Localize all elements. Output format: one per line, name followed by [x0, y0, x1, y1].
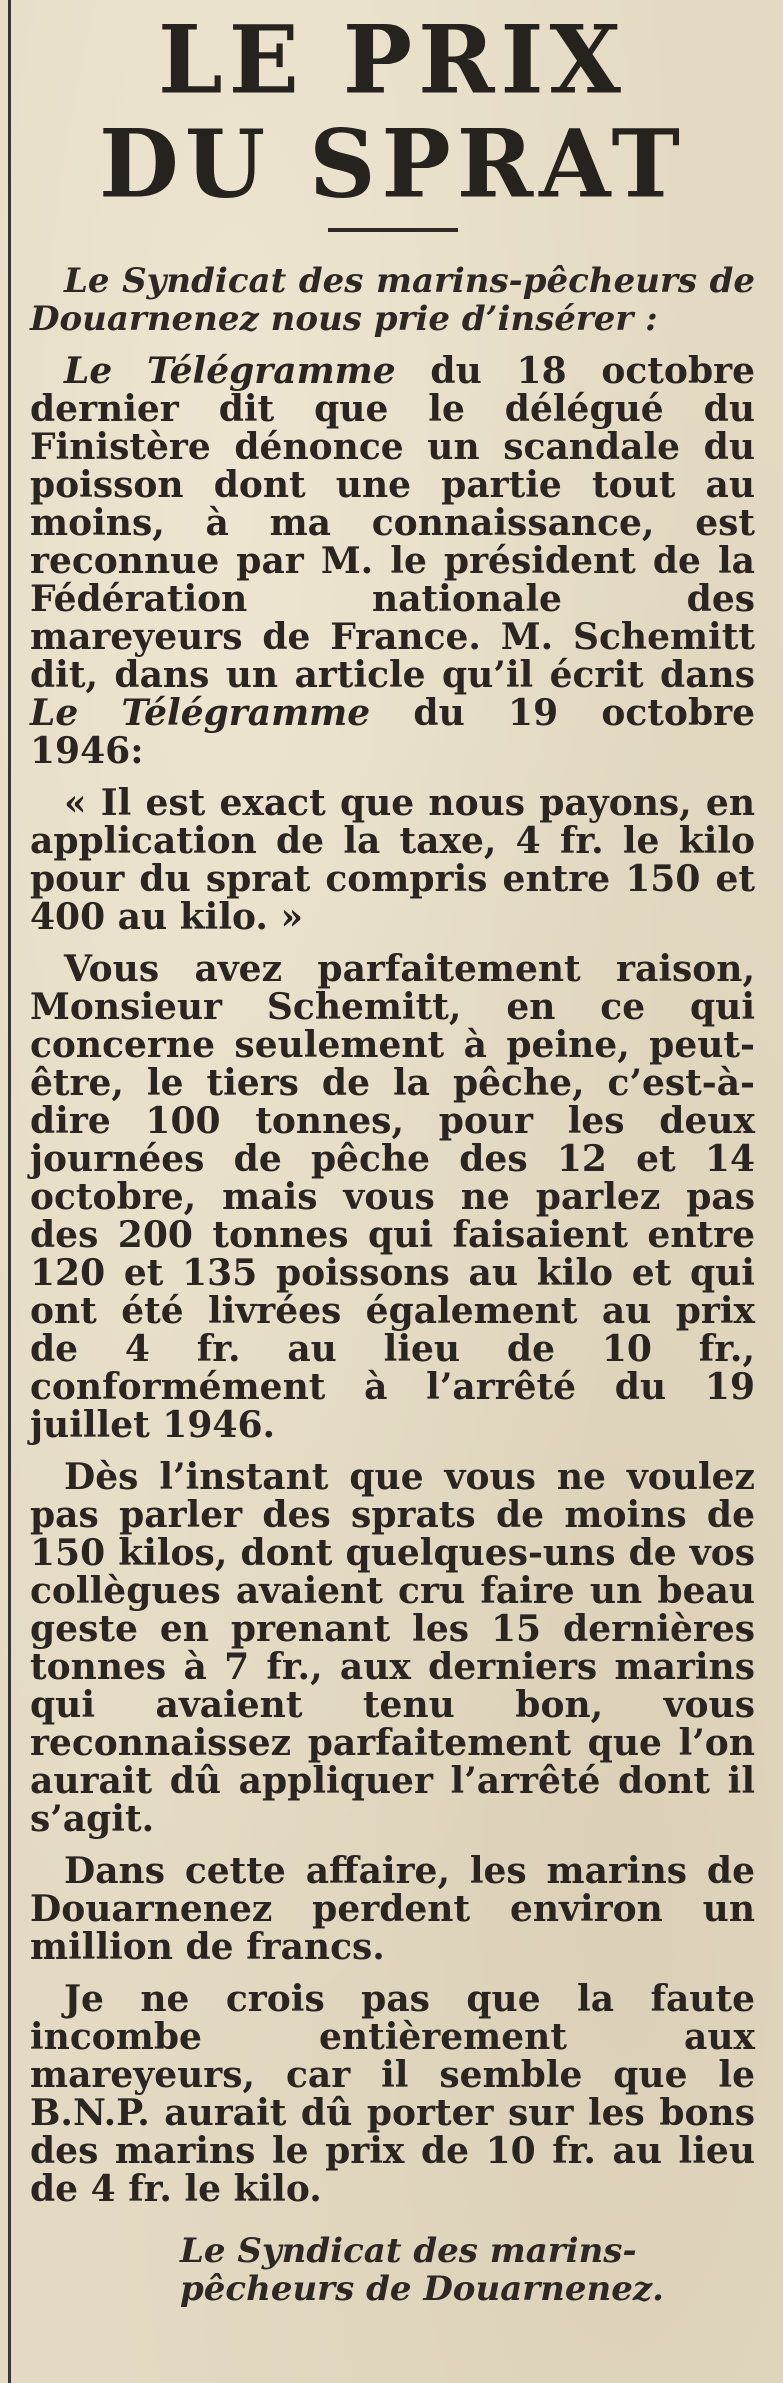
headline: [30, 4, 755, 220]
article-column: [30, 4, 755, 2309]
headline-line-2: DU SPRAT: [99, 108, 686, 220]
paragraph-1: [30, 352, 755, 770]
paragraph-3: Dès l’instant que vous ne voulez pas parler des sprats de moins de 150 kilos, dont quelques-uns de vos collègues avaient cru faire un beau geste en prenant les 15 dernières tonnes à 7 fr., aux derniers marins qui avaient tenu bon, vous reconnaissez parfaitement que l’on aurait dû appliquer l’arrêté dont il s’agit.: [30, 1456, 755, 1840]
headline-line-1: LE PRIX: [158, 4, 627, 116]
newspaper-title-2: Le Télégramme: [30, 692, 371, 734]
column-rule: [8, 0, 11, 2383]
paragraph-4: Dans cette affaire, les marins de Douarnenez perdent environ un million de francs.: [30, 1850, 755, 1968]
headline-divider: [328, 228, 458, 232]
signature-line-2: pêcheurs de Douarnenez.: [180, 2269, 664, 2309]
paragraph-1-text-b: du 19 octobre 1946:: [30, 692, 755, 772]
signature: [30, 2232, 755, 2308]
quote-paragraph: « Il est exact que nous payons, en application de la taxe, 4 fr. le kilo pour du sprat compris entre 150 et 400 au kilo. »: [30, 782, 755, 938]
newspaper-title: Le Télégramme: [64, 350, 396, 392]
article-intro: Le Syndicat des marins-pêcheurs de Douarnenez nous prie d’insérer :: [30, 261, 755, 339]
paragraph-5: Je ne crois pas que la faute incombe entièrement aux mareyeurs, car il semble que le B.N.P. aurait dû porter sur les bons des marins le prix de 10 fr. au lieu de 4 fr. le kilo.: [30, 1978, 755, 2210]
paragraph-1-text-a: du 18 octobre dernier dit que le délégué du Finistère dénonce un scandale du poisson dont une partie tout au moins, à ma connaissance, est reconnue par M. le président de la Fédération nationale des mareyeurs de France. M. Schemitt dit, dans un article qu’il écrit dans: [30, 350, 755, 696]
paragraph-2: Vous avez parfaitement raison, Monsieur Schemitt, en ce qui concerne seulement à peine, peut-être, le tiers de la pêche, c’est-à-dire 100 tonnes, pour les deux journées de pêche des 12 et 14 octobre, mais vous ne parlez pas des 200 tonnes qui faisaient entre 120 et 135 poissons au kilo et qui ont été livrées également au prix de 4 fr. au lieu de 10 fr., conformément à l’arrêté du 19 juillet 1946.: [30, 948, 755, 1446]
signature-line-1: Le Syndicat des marins-: [180, 2231, 637, 2271]
article-body: [30, 352, 755, 2208]
